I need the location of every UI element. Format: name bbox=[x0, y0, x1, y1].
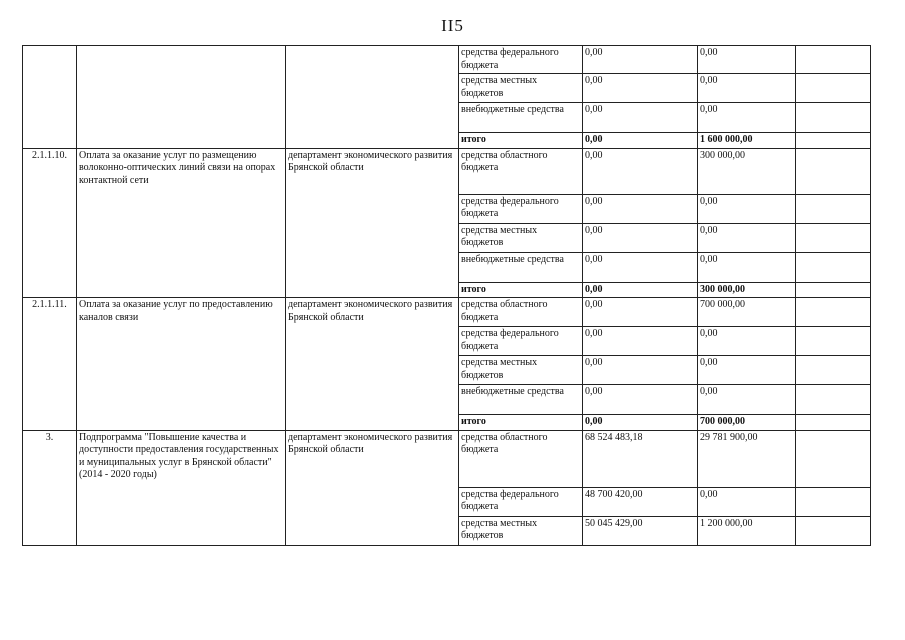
table-row bbox=[23, 430, 871, 487]
funding-source: внебюджетные средства bbox=[459, 252, 583, 282]
item-executor: департамент экономического развития Брянской области bbox=[286, 298, 459, 431]
value-cell: 0,00 bbox=[698, 223, 796, 252]
value-cell: 0,00 bbox=[583, 46, 698, 74]
value-cell bbox=[796, 133, 871, 149]
value-cell: 0,00 bbox=[698, 385, 796, 415]
value-cell: 0,00 bbox=[698, 356, 796, 385]
value-cell bbox=[796, 46, 871, 74]
item-number: 2.1.1.11. bbox=[23, 298, 77, 431]
item-executor: департамент экономического развития Брянской области bbox=[286, 430, 459, 545]
funding-source: внебюджетные средства bbox=[459, 385, 583, 415]
value-cell: 0,00 bbox=[698, 252, 796, 282]
value-cell bbox=[796, 74, 871, 103]
funding-source: средства местных бюджетов bbox=[459, 356, 583, 385]
funding-source: средства федерального бюджета bbox=[459, 194, 583, 223]
value-cell: 0,00 bbox=[698, 194, 796, 223]
value-cell: 700 000,00 bbox=[698, 415, 796, 431]
value-cell bbox=[796, 415, 871, 431]
funding-source: средства местных бюджетов bbox=[459, 74, 583, 103]
value-cell bbox=[796, 516, 871, 545]
value-cell: 0,00 bbox=[583, 252, 698, 282]
funding-source: средства областного бюджета bbox=[459, 430, 583, 487]
table-row bbox=[23, 148, 871, 194]
item-executor: департамент экономического развития Брянской области bbox=[286, 148, 459, 298]
funding-source-total: итого bbox=[459, 415, 583, 431]
funding-source: средства областного бюджета bbox=[459, 148, 583, 194]
value-cell: 700 000,00 bbox=[698, 298, 796, 327]
value-cell: 1 600 000,00 bbox=[698, 133, 796, 149]
value-cell bbox=[796, 356, 871, 385]
value-cell: 0,00 bbox=[583, 194, 698, 223]
funding-source: средства местных бюджетов bbox=[459, 516, 583, 545]
value-cell: 0,00 bbox=[698, 46, 796, 74]
value-cell bbox=[796, 385, 871, 415]
item-number: 2.1.1.10. bbox=[23, 148, 77, 298]
value-cell: 0,00 bbox=[583, 327, 698, 356]
funding-source: средства местных бюджетов bbox=[459, 223, 583, 252]
value-cell: 0,00 bbox=[583, 356, 698, 385]
funding-source: средства федерального бюджета bbox=[459, 327, 583, 356]
value-cell: 0,00 bbox=[583, 103, 698, 133]
item-name: Подпрограмма "Повышение качества и доступности предоставления государственных и муниципальных услуг в Брянской области" (2014 - 2020 годы) bbox=[77, 430, 286, 545]
value-cell: 29 781 900,00 bbox=[698, 430, 796, 487]
value-cell: 0,00 bbox=[583, 298, 698, 327]
value-cell: 0,00 bbox=[583, 223, 698, 252]
item-number bbox=[23, 46, 77, 149]
value-cell bbox=[796, 327, 871, 356]
value-cell: 48 700 420,00 bbox=[583, 487, 698, 516]
value-cell: 50 045 429,00 bbox=[583, 516, 698, 545]
value-cell bbox=[796, 298, 871, 327]
page-number: II5 bbox=[441, 16, 464, 35]
table-row bbox=[23, 46, 871, 74]
value-cell: 0,00 bbox=[698, 487, 796, 516]
value-cell: 0,00 bbox=[698, 74, 796, 103]
value-cell: 0,00 bbox=[698, 327, 796, 356]
value-cell: 1 200 000,00 bbox=[698, 516, 796, 545]
item-name: Оплата за оказание услуг по предоставлению каналов связи bbox=[77, 298, 286, 431]
value-cell bbox=[796, 103, 871, 133]
item-name bbox=[77, 46, 286, 149]
value-cell bbox=[796, 487, 871, 516]
funding-source-total: итого bbox=[459, 133, 583, 149]
value-cell: 68 524 483,18 bbox=[583, 430, 698, 487]
item-name: Оплата за оказание услуг по размещению волоконно-оптических линий связи на опорах контактной сети bbox=[77, 148, 286, 298]
value-cell bbox=[796, 282, 871, 298]
item-executor bbox=[286, 46, 459, 149]
funding-source: средства федерального бюджета bbox=[459, 487, 583, 516]
table-row bbox=[23, 298, 871, 327]
funding-source: средства областного бюджета bbox=[459, 298, 583, 327]
value-cell: 0,00 bbox=[583, 133, 698, 149]
value-cell: 0,00 bbox=[583, 148, 698, 194]
value-cell: 0,00 bbox=[698, 103, 796, 133]
value-cell bbox=[796, 223, 871, 252]
value-cell bbox=[796, 148, 871, 194]
value-cell bbox=[796, 252, 871, 282]
item-number: 3. bbox=[23, 430, 77, 545]
value-cell bbox=[796, 430, 871, 487]
value-cell bbox=[796, 194, 871, 223]
funding-source: внебюджетные средства bbox=[459, 103, 583, 133]
value-cell: 0,00 bbox=[583, 385, 698, 415]
funding-source: средства федерального бюджета bbox=[459, 46, 583, 74]
value-cell: 300 000,00 bbox=[698, 282, 796, 298]
value-cell: 0,00 bbox=[583, 415, 698, 431]
value-cell: 0,00 bbox=[583, 282, 698, 298]
funding-source-total: итого bbox=[459, 282, 583, 298]
value-cell: 0,00 bbox=[583, 74, 698, 103]
value-cell: 300 000,00 bbox=[698, 148, 796, 194]
budget-table bbox=[22, 45, 871, 546]
